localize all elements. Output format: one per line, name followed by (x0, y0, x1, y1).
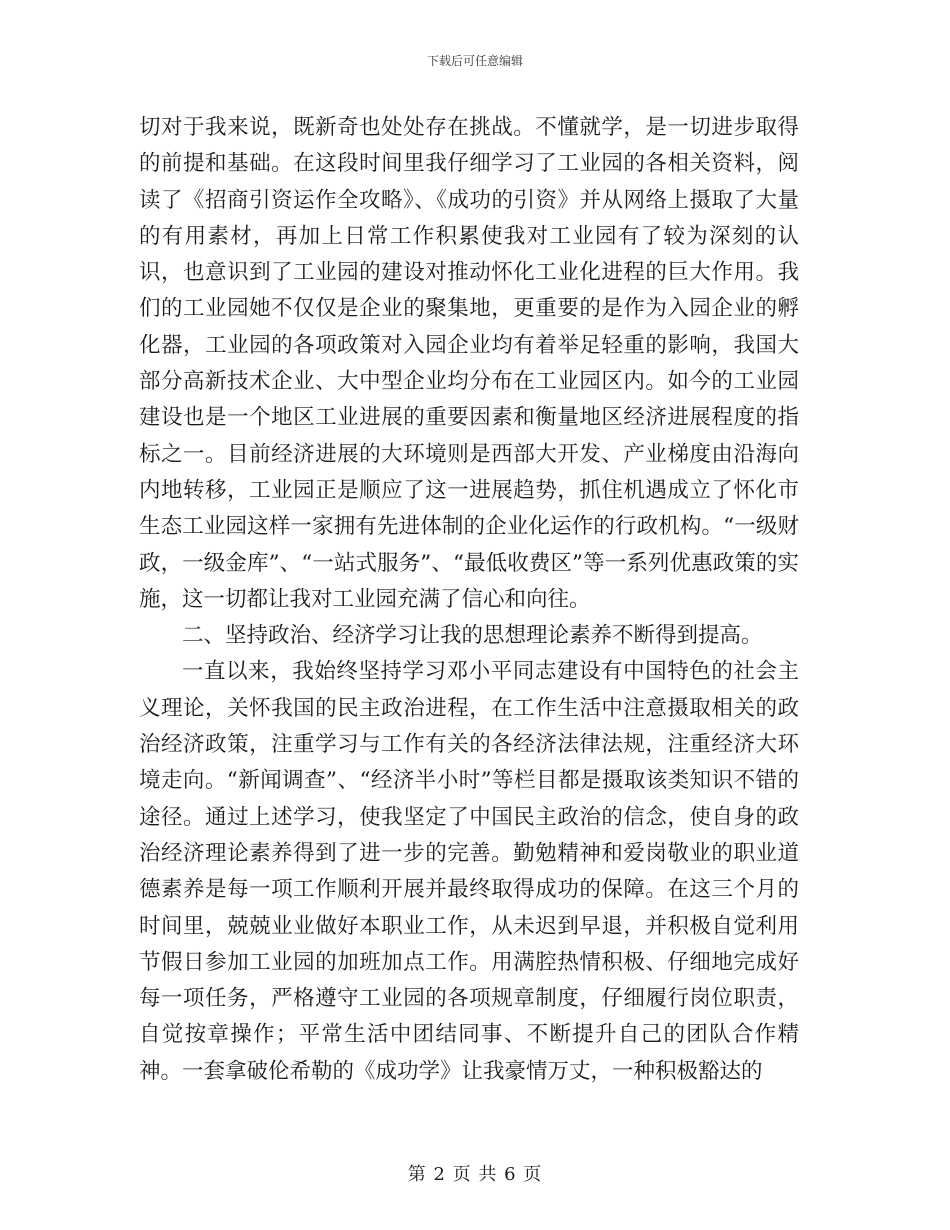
body-paragraph: 一直以来，我始终坚持学习邓小平同志建设有中国特色的社会主义理论，关怀我国的民主政治进程，在工作生活中注意摄取相关的政治经济政策，注重学习与工作有关的各经济法律法规，注重经济大环境走向。“新闻调查”、“经济半小时”等栏目都是摄取该类知识不错的途径。通过上述学习，使我坚定了中国民主政治的信念，使自身的政治经济理论素养得到了进一步的完善。勤勉精神和爱岗敬业的职业道德素养是每一项工作顺利开展并最终取得成功的保障。在这三个月的时间里，兢兢业业做好本职业工作，从未迟到早退，并积极自觉利用节假日参加工业园的加班加点工作。用满腔热情积极、仔细地完成好每一项任务，严格遵守工业园的各项规章制度，仔细履行岗位职责，自觉按章操作；平常生活中团结同事、不断提升自己的团队合作精神。一套拿破伦希勒的《成功学》让我豪情万丈，一种积极豁达的 (139, 659, 799, 1084)
section-heading: 二、坚持政治、经济学习让我的思想理论素养不断得到提高。 (182, 623, 763, 649)
body-paragraph: 切对于我来说，既新奇也处处存在挑战。不懂就学，是一切进步取得的前提和基础。在这段时间里我仔细学习了工业园的各相关资料，阅读了《招商引资运作全攻略》、《成功的引资》并从网络上摄取了大量的有用素材，再加上日常工作积累使我对工业园有了较为深刻的认识，也意识到了工业园的建设对推动怀化工业化进程的巨大作用。我们的工业园她不仅仅是企业的聚集地，更重要的是作为入园企业的孵化器，工业园的各项政策对入园企业均有着举足轻重的影响，我国大部分高新技术企业、大中型企业均分布在工业园区内。如今的工业园建设也是一个地区工业进展的重要因素和衡量地区经济进展程度的指标之一。目前经济进展的大环境则是西部大开发、产业梯度由沿海向内地转移，工业园正是顺应了这一进展趋势，抓住机遇成立了怀化市生态工业园这样一家拥有先进体制的企业化运作的行政机构。“一级财政，一级金库”、“一站式服务”、“最低收费区”等一系列优惠政策的实施，这一切都让我对工业园充满了信心和向往。 (139, 115, 799, 612)
page-header: 下载后可任意编辑 (426, 54, 523, 68)
page-number: 第 2 页 共 6 页 (407, 1164, 543, 1185)
document-body (139, 110, 799, 1090)
